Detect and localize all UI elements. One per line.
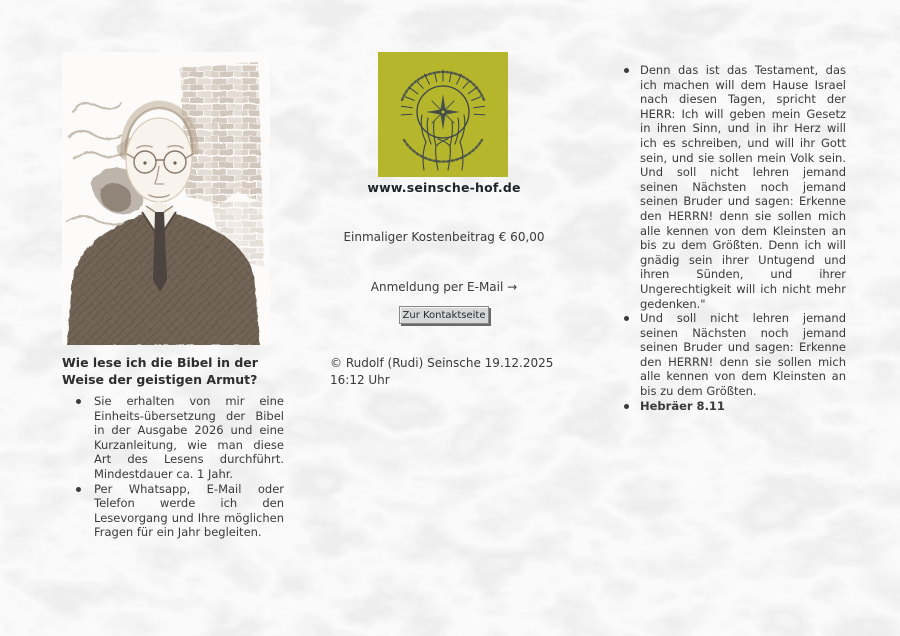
price-text: Einmaliger Kostenbeitrag € 60,00	[343, 230, 545, 244]
contact-button[interactable]: Zur Kontaktseite	[399, 306, 489, 324]
portrait-image	[62, 52, 270, 345]
left-bullet-list	[62, 394, 284, 540]
left-heading: Wie lese ich die Bibel in der Weise der geistigen Armut?	[62, 355, 258, 387]
signup-text: Anmeldung per E-Mail →	[370, 280, 518, 294]
site-logo	[378, 52, 508, 177]
list-item: Und soll nicht lehren jemand seinen Nächsten noch jemand seinen Bruder und sagen: Erkenne den HERRN! denn sie sollen mich alle kennen von dem Kleinsten an bis zu dem Größten.	[622, 311, 846, 399]
list-item-bible-reference: Hebräer 8.11	[622, 399, 846, 414]
list-item: Per Whatsapp, E-Mail oder Telefon werde ich den Lesevorgang und Ihre möglichen Fragen für ein Jahr begleiten.	[62, 482, 284, 540]
right-bullet-list	[622, 63, 846, 413]
site-url-link[interactable]: www.seinsche-hof.de	[367, 180, 521, 195]
list-item: Sie erhalten von mir eine Einheits-übersetzung der Bibel in der Ausgabe 2026 und eine Kurzanleitung, wie man diese Art des Lesens durchführt. Mindestdauer ca. 1 Jahr.	[62, 394, 284, 482]
list-item: Denn das ist das Testament, das ich machen will dem Hause Israel nach diesen Tagen, spricht der HERR: Ich will geben mein Gesetz in ihren Sinn, und in ihr Herz will ich es schreiben, und will ihr Gott sein, und sie sollen mein Volk sein. Und soll nicht lehren jemand seinen Nächsten noch jemand seinen Bruder und sagen: Erkenne den HERRN! denn sie sollen mich alle kennen von dem Kleinsten an bis zu dem Größten. Denn ich will gnädig sein ihrer Untugend und ihren Sünden, und ihrer Ungerechtigkeit will ich nicht mehr gedenken."	[622, 63, 846, 311]
copyright-text: © Rudolf (Rudi) Seinsche 19.12.2025 16:12 Uhr	[330, 356, 554, 387]
